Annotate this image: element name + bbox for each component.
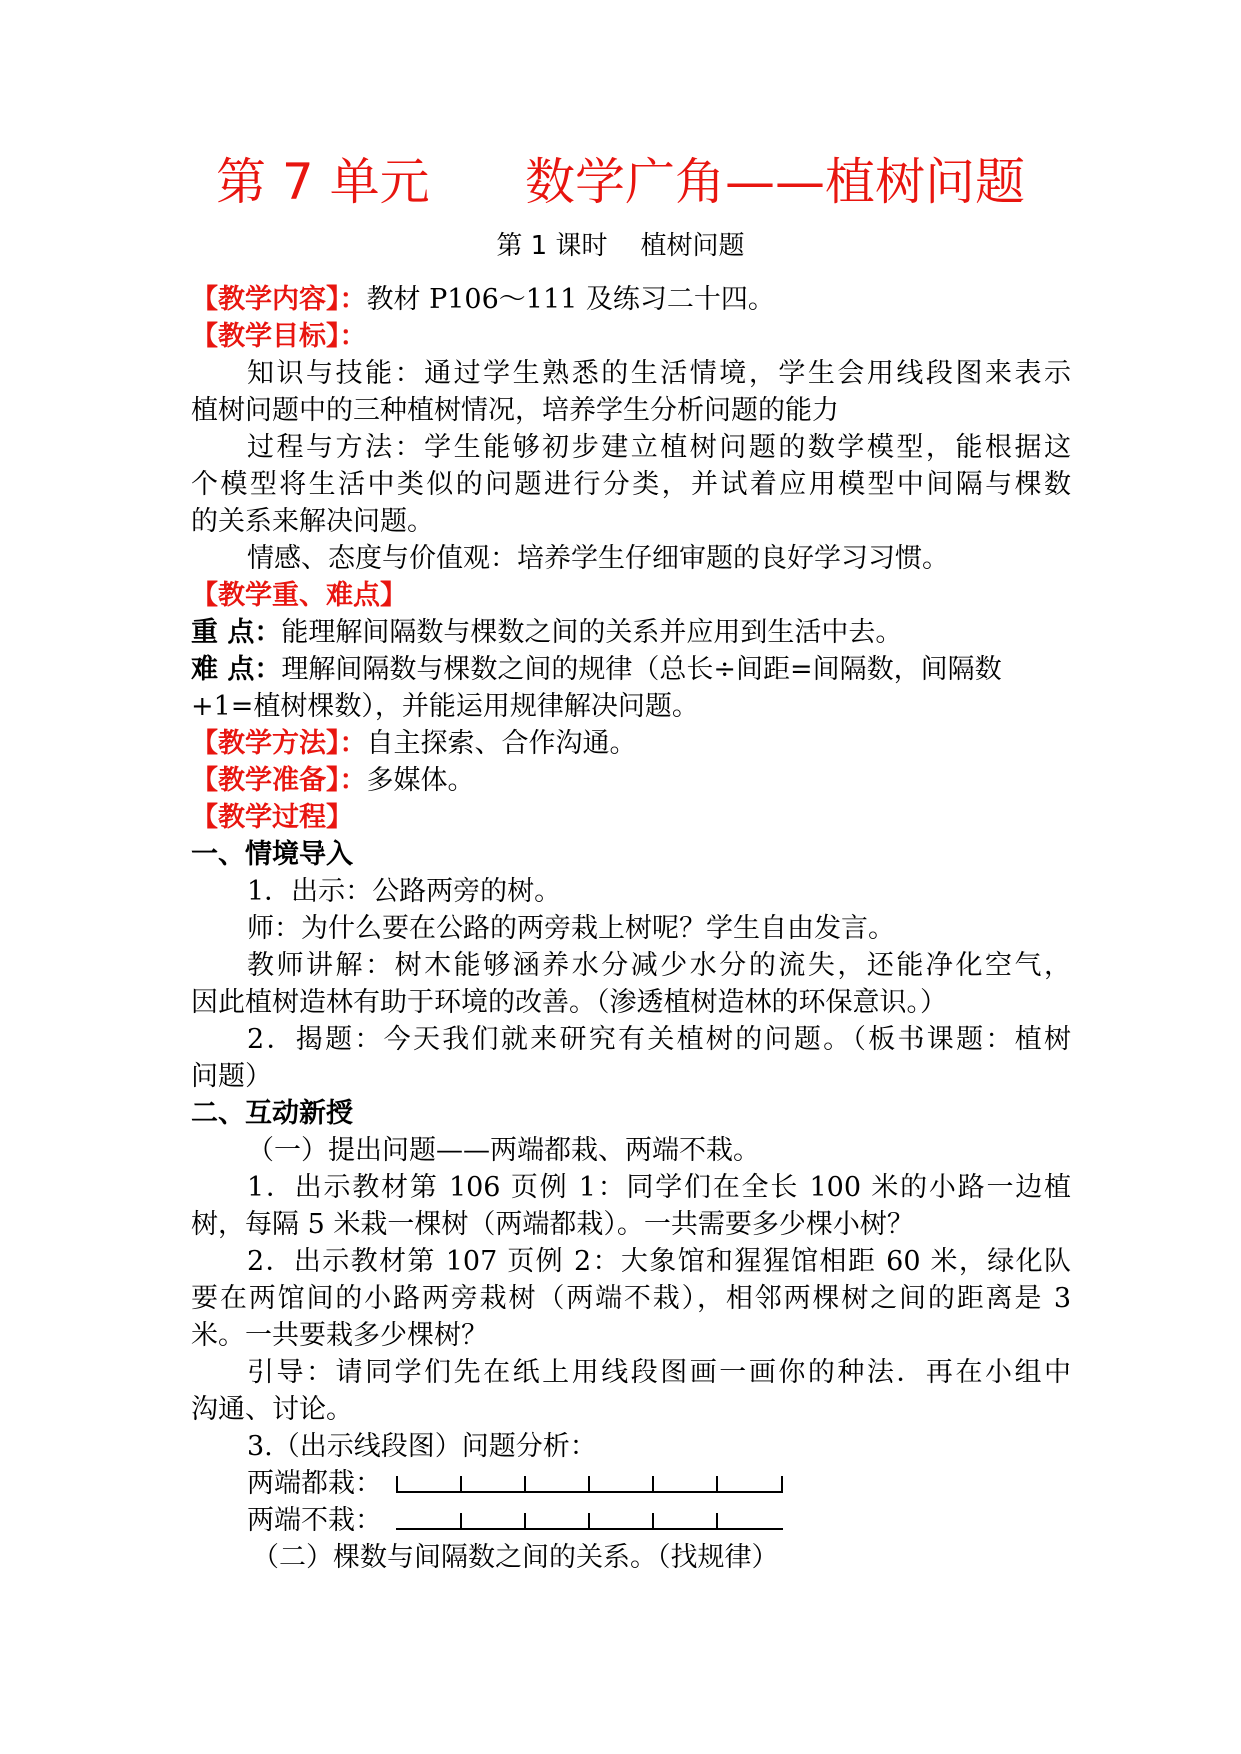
difficult-point-text-1: 理解间隔数与棵数之间的规律（总长÷间距=间隔数，间隔数 bbox=[281, 654, 1002, 685]
section-1-line-3a: 教师讲解：树木能够涵养水分减少水分的流失，还能净化空气， bbox=[247, 950, 1071, 981]
key-difficult-label: 【教学重、难点】 bbox=[191, 580, 407, 611]
teaching-content-label: 【教学内容】： bbox=[191, 284, 367, 315]
goal-knowledge-line-1: 知识与技能：通过学生熟悉的生活情境，学生会用线段图来表示 bbox=[247, 358, 1071, 389]
teaching-prep-label: 【教学准备】： bbox=[191, 765, 367, 796]
difficult-point-label: 难 点： bbox=[191, 654, 282, 685]
section-2-line-6: （二）棵数与间隔数之间的关系。（找规律） bbox=[252, 1542, 779, 1573]
section-1-line-4a: 2．揭题：今天我们就来研究有关植树的问题。（板书课题：植树 bbox=[247, 1024, 1071, 1055]
teaching-process-label: 【教学过程】 bbox=[191, 802, 353, 833]
lesson-subtitle: 第 1 课时 植树问题 bbox=[496, 231, 745, 261]
goal-process-line-3: 的关系来解决问题。 bbox=[191, 506, 434, 537]
goal-knowledge-line-2: 植树问题中的三种植树情况，培养学生分析问题的能力 bbox=[191, 395, 839, 426]
section-1-line-1: 1．出示：公路两旁的树。 bbox=[247, 876, 562, 907]
goal-process-line-2: 个模型将生活中类似的问题进行分类，并试着应用模型中间隔与棵数 bbox=[191, 469, 1071, 500]
segment-no-ends-label: 两端不栽： bbox=[247, 1505, 382, 1536]
difficult-point-line-1 bbox=[191, 651, 1071, 688]
section-2-line-2b: 树，每隔 5 米栽一棵树（两端都栽）。一共需要多少棵小树？ bbox=[191, 1209, 914, 1240]
teaching-method-label: 【教学方法】： bbox=[191, 728, 367, 759]
segment-diagram-both-ends bbox=[396, 1474, 783, 1494]
teaching-goals-label: 【教学目标】： bbox=[191, 321, 367, 352]
teaching-method-text: 自主探索、合作沟通。 bbox=[366, 728, 637, 759]
segment-both-ends-label: 两端都栽： bbox=[247, 1468, 382, 1499]
key-difficult-label-line bbox=[191, 577, 1071, 614]
section-2-line-3b: 要在两馆间的小路两旁栽树（两端不栽），相邻两棵树之间的距离是 3 bbox=[191, 1283, 1071, 1314]
goal-process-line-1: 过程与方法：学生能够初步建立植树问题的数学模型，能根据这 bbox=[247, 432, 1071, 463]
teaching-content-text: 教材 P106～111 及练习二十四。 bbox=[366, 284, 775, 315]
teaching-prep-text: 多媒体。 bbox=[366, 765, 475, 796]
teaching-content-line bbox=[191, 281, 1071, 318]
section-1-line-2: 师：为什么要在公路的两旁栽上树呢？学生自由发言。 bbox=[247, 913, 895, 944]
key-point-line bbox=[191, 614, 1071, 651]
segment-diagram-no-ends bbox=[396, 1511, 783, 1531]
section-1-line-4b: 问题） bbox=[191, 1061, 272, 1092]
section-2-line-4a: 引导：请同学们先在纸上用线段图画一画你的种法．再在小组中 bbox=[247, 1357, 1071, 1388]
teaching-goals-label-line bbox=[191, 318, 1071, 355]
goal-attitude-line: 情感、态度与价值观：培养学生仔细审题的良好学习习惯。 bbox=[247, 543, 949, 574]
teaching-method-line bbox=[191, 725, 1071, 762]
teaching-prep-line bbox=[191, 762, 1071, 799]
key-point-text: 能理解间隔数与棵数之间的关系并应用到生活中去。 bbox=[281, 617, 903, 648]
section-1-line-3b: 因此植树造林有助于环境的改善。（渗透植树造林的环保意识。） bbox=[191, 987, 947, 1018]
difficult-point-line-2: +1=植树棵数），并能运用规律解决问题。 bbox=[191, 691, 699, 722]
teaching-process-label-line bbox=[191, 799, 1071, 836]
section-2-line-5: 3.（出示线段图）问题分析： bbox=[247, 1431, 597, 1462]
unit-title: 第 7 单元 数学广角——植树问题 bbox=[216, 153, 1025, 211]
section-2-title: 二、互动新授 bbox=[191, 1098, 353, 1129]
section-2-line-2a: 1．出示教材第 106 页例 1：同学们在全长 100 米的小路一边植 bbox=[247, 1172, 1071, 1203]
key-point-label: 重 点： bbox=[191, 617, 282, 648]
section-2-line-3a: 2．出示教材第 107 页例 2：大象馆和猩猩馆相距 60 米，绿化队 bbox=[247, 1246, 1071, 1277]
section-2-line-4b: 沟通、讨论。 bbox=[191, 1394, 353, 1425]
section-2-line-3c: 米。一共要栽多少棵树？ bbox=[191, 1320, 488, 1351]
section-1-title: 一、情境导入 bbox=[191, 839, 353, 870]
section-2-line-1: （一）提出问题——两端都栽、两端不栽。 bbox=[247, 1135, 760, 1166]
